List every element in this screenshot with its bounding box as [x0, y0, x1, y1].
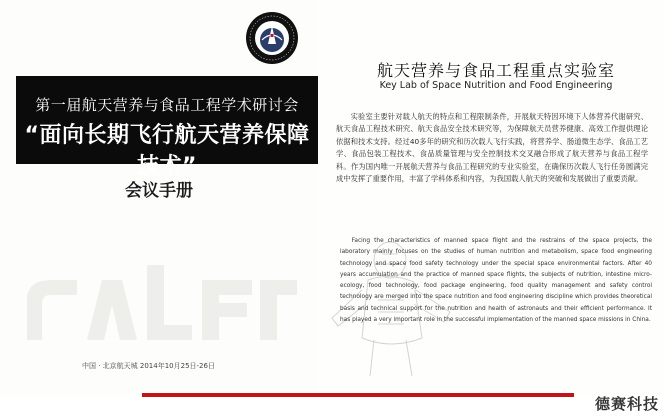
lab-title-chinese: 航天营养与食品工程重点实验室 [376, 61, 615, 80]
lab-introduction-page [318, 0, 665, 395]
handbook-label: 会议手册 [125, 181, 193, 201]
lab-description-english: Facing the characteristics of manned space flight and the restrains of the space projects, the laboratory mainly focuses on the studies of human nutrition and metabolism, space food engineering technology and space food safety technology under the special space environmental factors. After 40 years accumulation and the practice of manned space flights, the subjects of nutrition, intestine micro-ecology, food technology, food package engineering, food quality management and safety control technology are merged into the space nutrition and food engineering discipline which provides theoretical basis and technical support for the nutrition and health of astronauts and their efficient performance. It has played a very important role in the successful implementation of the manned space missions in China. [340, 238, 652, 324]
lab-title-english: Key Lab of Space Nutrition and Food Engineering [379, 80, 613, 91]
conference-name: 第一届航天营养与食品工程学术研讨会 [35, 96, 299, 114]
lab-description-chinese: 实验室主要针对载人航天的特点和工程限制条件，开展航天特因环境下人体营养代谢研究、航天食品工程技术研究、航天食品安全技术研究等，为保障航天员营养健康、高效工作提供理论依据和技术支持。经过40多年的研究和历次载人飞行实践，将营养学、肠道微生态学、食品工艺学、食品包装工程技术、食品质量管理与安全控制技术交叉融合形成了航天营养与食品工程学科。作为国内唯一开展航天营养与食品工程研究的专业实验室，在确保历次载人飞行任务圆满完成中发挥了重要作用，丰富了学科体系和内容，为我国载人航天的突破和发展做出了重要贡献。 [336, 112, 648, 184]
conference-seal-logo [244, 10, 300, 66]
conference-title-banner [16, 76, 318, 179]
faded-watermark-graphic [22, 255, 302, 350]
red-divider-rule [142, 393, 574, 397]
source-brand-mark: 德赛科技 [594, 395, 659, 413]
conference-theme: “面向长期飞行航天营养保障技术” [24, 123, 310, 179]
venue-date-footer: 中国 · 北京航天城 2014年10月25日-26日 [82, 362, 215, 370]
handbook-cover-page [0, 0, 319, 395]
